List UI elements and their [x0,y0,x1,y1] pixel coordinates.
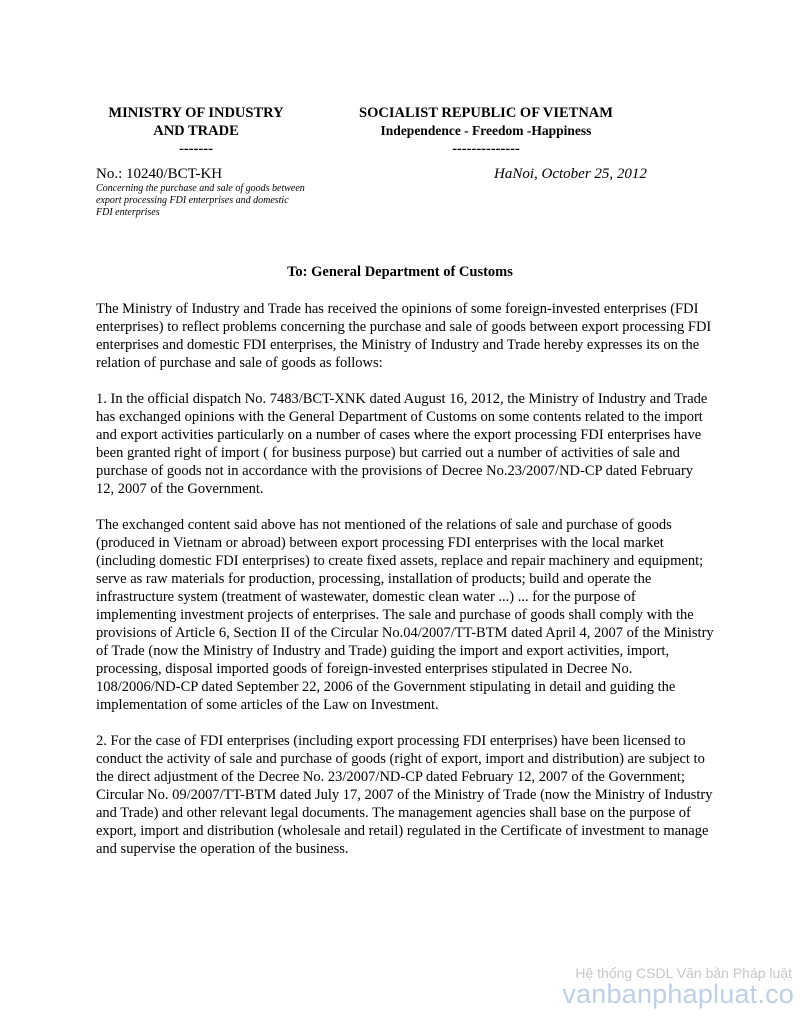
document-subject: Concerning the purchase and sale of goods between export processing FDI enterprises and domestic FDI enterprises [96,183,305,218]
issuer-name-line2: AND TRADE [153,123,239,139]
recipient-line: To: General Department of Customs [287,264,513,280]
document-number: No.: 10240/BCT-KH [96,166,223,182]
national-motto: Independence - Freedom -Happiness [380,123,592,138]
body-paragraph: The exchanged content said above has not mentioned of the relations of sale and purchase of goods (produced in Vietnam or abroad) between export processing FDI enterprises with the local market (including domestic FDI enterprises) to create fixed assets, replace and repair machinery and equipment; serve as raw materials for production, processing, installation of products; build and operate the infrastructure system (treatment of wastewater, domestic clean water ...) ... for the purpose of implementing investment projects of enterprises. The sale and purchase of goods shall comply with the provisions of Article 6, Section II of the Circular No.04/2007/TT-BTM dated April 4, 2007 of the Ministry of Trade (now the Ministry of Industry and Trade) guiding the import and export activities, import, processing, disposal imported goods of foreign-invested enterprises stipulated in Decree No. 108/2006/ND-CP dated September 22, 2006 of the Government stipulating in detail and guiding the implementation of some articles of the Law on Investment. [96,517,714,713]
national-title: SOCIALIST REPUBLIC OF VIETNAM [359,105,613,121]
document-body [96,300,714,876]
body-paragraph: 2. For the case of FDI enterprises (including export processing FDI enterprises) have been licensed to conduct the activity of sale and purchase of goods (right of export, import and distribution) are subject to the direct adjustment of the Decree No. 23/2007/ND-CP dated February 12, 2007 of the Government; Circular No. 09/2007/TT-BTM dated July 17, 2007 of the Ministry of Trade (now the Ministry of Industry and Trade) and other relevant legal documents. The management agencies shall base on the purpose of export, import and distribution (wholesale and retail) regulated in the Certificate of investment to manage and supervise the operation of the business. [96,733,713,857]
body-paragraph: The Ministry of Industry and Trade has received the opinions of some foreign-invested enterprises (FDI enterprises) to reflect problems concerning the purchase and sale of goods between export processing FDI enterprises and domestic FDI enterprises, the Ministry of Industry and Trade hereby expresses its on the relation of purchase and sale of goods as follows: [96,301,712,371]
watermark-site: vanbanphapluat.co [562,979,794,1009]
issuer-block [96,104,296,158]
issuer-name-line1: MINISTRY OF INDUSTRY [108,105,284,121]
watermark-caption: Hệ thống CSDL Văn bản Pháp luật [575,965,792,981]
document-date: HaNoi, October 25, 2012 [494,166,647,182]
issuer-rule: ------- [179,141,213,157]
national-title-block [326,104,646,158]
body-paragraph: 1. In the official dispatch No. 7483/BCT-XNK dated August 16, 2012, the Ministry of Industry and Trade has exchanged opinions with the General Department of Customs on some contents related to the import and export activities particularly on a number of cases where the export processing FDI enterprises have been granted right of import ( for business purpose) but carried out a number of activities of sale and purchase of goods not in accordance with the provisions of Decree No.23/2007/ND-CP dated February 12, 2007 of the Government. [96,391,708,497]
motto-rule: -------------- [452,141,520,157]
